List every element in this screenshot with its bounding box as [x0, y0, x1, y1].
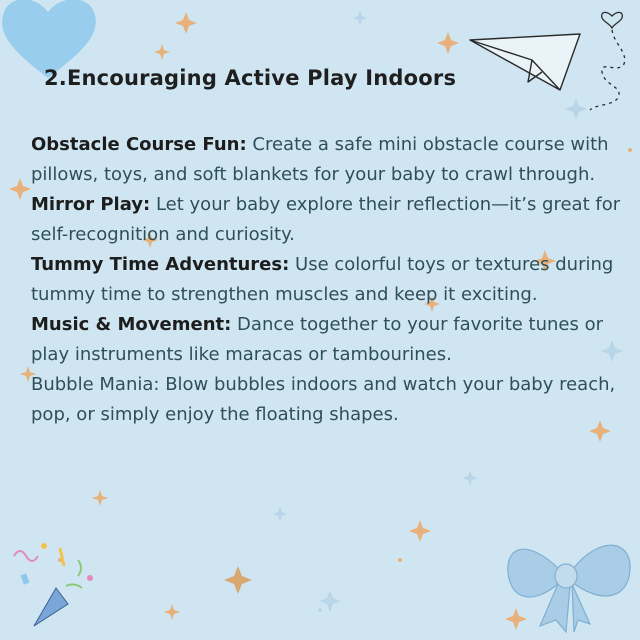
item-text: Use colorful toys or textures during tummy time to strengthen muscles and keep it exciting.: [31, 254, 614, 305]
doodle-heart-icon: [590, 12, 625, 110]
list-item: [31, 130, 631, 190]
item-heading: Tummy Time Adventures:: [31, 254, 290, 275]
list-item: [31, 310, 631, 370]
item-heading: Mirror Play:: [31, 194, 151, 215]
item-heading: Music & Movement:: [31, 314, 232, 335]
page-title: 2.Encouraging Active Play Indoors: [44, 66, 457, 90]
item-heading: Obstacle Course Fun:: [31, 134, 247, 155]
party-popper-icon: [14, 543, 93, 626]
paper-plane-icon: [470, 34, 580, 90]
item-text: Let your baby explore their reflection—it’s great for self-recognition and curiosity.: [31, 194, 621, 245]
item-text: Bubble Mania: Blow bubbles indoors and watch your baby reach, pop, or simply enjoy the floating shapes.: [31, 374, 616, 425]
activity-list: [31, 130, 631, 430]
list-item: [31, 250, 631, 310]
item-text: Dance together to your favorite tunes or play instruments like maracas or tambourines.: [31, 314, 604, 365]
item-text: Create a safe mini obstacle course with pillows, toys, and soft blankets for your baby to crawl through.: [31, 134, 609, 185]
list-item: [31, 370, 631, 430]
list-item: [31, 190, 631, 250]
